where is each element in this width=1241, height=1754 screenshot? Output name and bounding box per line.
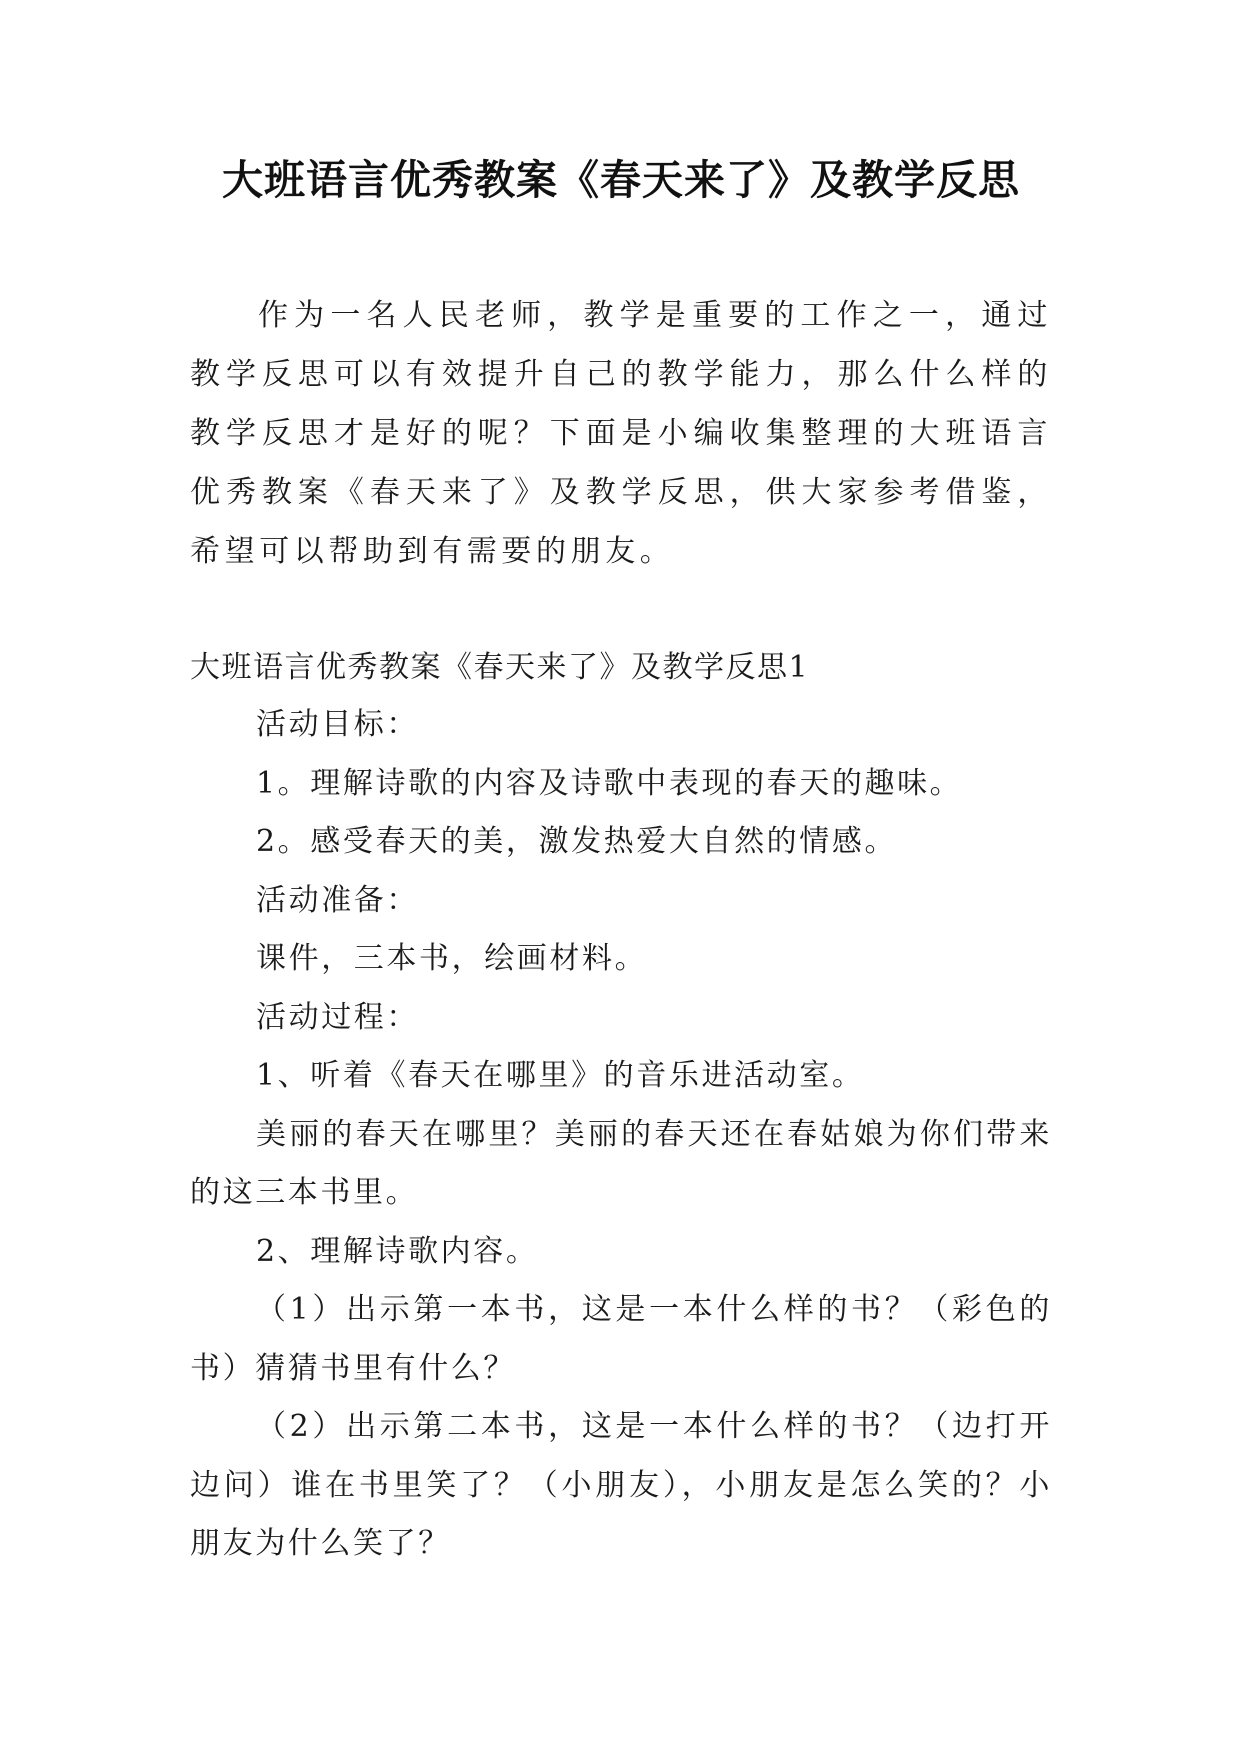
process-step-2-item-2: （2）出示第二本书，这是一本什么样的书？（边打开边问）谁在书里笑了？（小朋友），小朋友是怎么笑的？小朋友为什么笑了？	[190, 1409, 1052, 1561]
intro-paragraph: 作为一名人民老师，教学是重要的工作之一，通过教学反思可以有效提升自己的教学能力，那么什么样的教学反思才是好的呢？下面是小编收集整理的大班语言优秀教案《春天来了》及教学反思，供大家参考借鉴，希望可以帮助到有需要的朋友。	[190, 298, 1052, 569]
goal-heading: 活动目标：	[256, 707, 419, 742]
preparation-heading: 活动准备：	[256, 882, 419, 918]
goal-item-1: 1。理解诗歌的内容及诗歌中表现的春天的趣味。	[256, 765, 963, 801]
process-step-2-item-1: （1）出示第一本书，这是一本什么样的书？（彩色的书）猜猜书里有什么？	[190, 1292, 1052, 1386]
process-step-1: 1、听着《春天在哪里》的音乐进活动室。	[256, 1058, 865, 1093]
document-title: 大班语言优秀教案《春天来了》及教学反思	[222, 156, 1020, 204]
goal-item-2: 2。感受春天的美，激发热爱大自然的情感。	[256, 824, 898, 859]
process-heading: 活动过程：	[256, 999, 419, 1035]
process-step-1-text: 美丽的春天在哪里？美丽的春天还在春姑娘为你们带来的这三本书里。	[190, 1116, 1052, 1210]
process-step-2: 2、理解诗歌内容。	[256, 1233, 539, 1269]
section-heading: 大班语言优秀教案《春天来了》及教学反思1	[190, 650, 810, 685]
lesson-body	[190, 696, 1052, 1574]
preparation-text: 课件，三本书，绘画材料。	[256, 941, 648, 976]
